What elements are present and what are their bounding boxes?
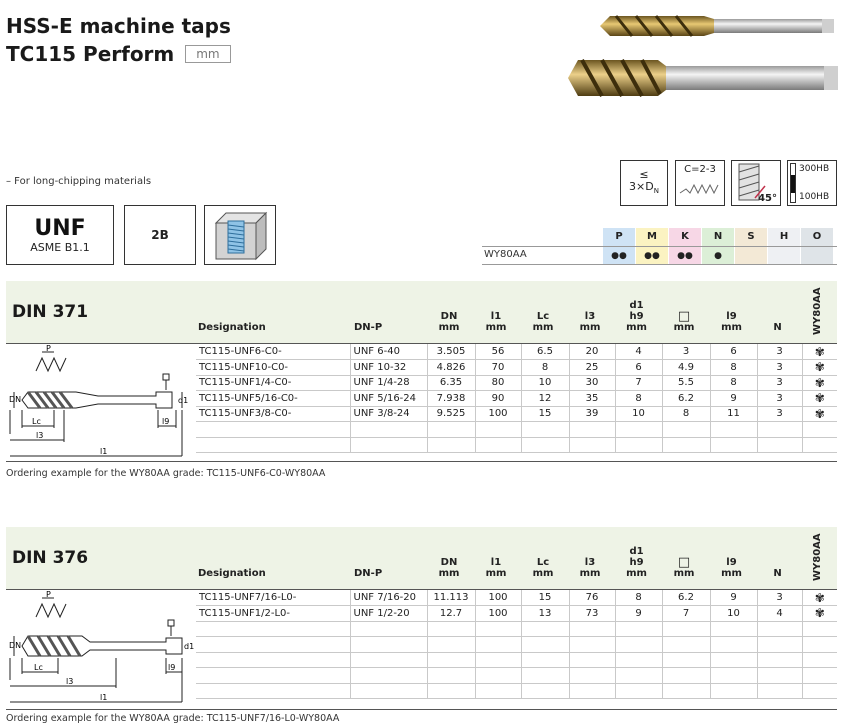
cell-dnp bbox=[350, 652, 427, 668]
cell-designation bbox=[196, 683, 350, 699]
material-suitability-p: ●● bbox=[603, 247, 635, 264]
chamfer-profile-icon bbox=[678, 175, 722, 199]
cell-l9: 8 bbox=[710, 360, 757, 376]
cell-sq: 7 bbox=[662, 606, 710, 622]
din376-drawing bbox=[6, 590, 195, 705]
material-group-o: O bbox=[801, 228, 833, 246]
cell-dnp: UNF 1/4-28 bbox=[350, 375, 427, 391]
cell-l3: 76 bbox=[569, 590, 615, 606]
label-dn: DN bbox=[9, 641, 22, 650]
col-square-header: □ mm bbox=[673, 309, 695, 333]
din376-title: DIN 376 bbox=[12, 548, 89, 568]
cell-designation: TC115-UNF6-C0- bbox=[196, 344, 350, 360]
product-name: TC115 Perform bbox=[6, 42, 175, 66]
material-group-k: K bbox=[669, 228, 701, 246]
cell-n bbox=[757, 621, 802, 637]
cell-d1: 8 bbox=[615, 391, 662, 407]
cell-l1: 90 bbox=[475, 391, 521, 407]
spiral-angle: 45° bbox=[758, 193, 777, 204]
label-lc: Lc bbox=[34, 663, 43, 672]
din371-table-bottom-rule bbox=[6, 461, 837, 462]
cell-l9: 9 bbox=[710, 391, 757, 407]
cell-l9 bbox=[710, 637, 757, 653]
cell-lc bbox=[521, 422, 569, 438]
cell-n: 3 bbox=[757, 344, 802, 360]
chamfer-icon bbox=[675, 160, 725, 206]
cell-sq bbox=[662, 422, 710, 438]
label-p: P bbox=[46, 344, 51, 353]
stock-availability-icon: ✾ bbox=[802, 375, 837, 391]
cell-n: 3 bbox=[757, 360, 802, 376]
cell-sq bbox=[662, 637, 710, 653]
cell-l3: 73 bbox=[569, 606, 615, 622]
stock-availability-icon: ✾ bbox=[802, 606, 837, 622]
cell-d1: 8 bbox=[615, 590, 662, 606]
cell-dn bbox=[427, 621, 475, 637]
cell-dn bbox=[427, 437, 475, 453]
cell-dn: 12.7 bbox=[427, 606, 475, 622]
cell-n bbox=[757, 668, 802, 684]
label-l9: l9 bbox=[168, 663, 176, 672]
cell-dnp: UNF 6-40 bbox=[350, 344, 427, 360]
cell-l1: 56 bbox=[475, 344, 521, 360]
material-group-s: S bbox=[735, 228, 767, 246]
unit-badge: mm bbox=[185, 45, 230, 63]
cell-l3: 30 bbox=[569, 375, 615, 391]
material-group-h: H bbox=[768, 228, 800, 246]
cell-d1: 10 bbox=[615, 406, 662, 422]
cell-n: 3 bbox=[757, 406, 802, 422]
cell-dn: 9.525 bbox=[427, 406, 475, 422]
cell-designation bbox=[196, 437, 350, 453]
hardness-max: 300HB bbox=[799, 164, 830, 174]
cell-designation bbox=[196, 422, 350, 438]
table-row bbox=[196, 683, 837, 699]
cell-dn bbox=[427, 683, 475, 699]
cell-l9 bbox=[710, 621, 757, 637]
table-row bbox=[196, 360, 837, 376]
cell-designation: TC115-UNF10-C0- bbox=[196, 360, 350, 376]
material-suitability-h bbox=[768, 247, 800, 264]
din371-title: DIN 371 bbox=[12, 302, 89, 322]
cell-designation: TC115-UNF1/4-C0- bbox=[196, 375, 350, 391]
cell-sq bbox=[662, 668, 710, 684]
thread-name: UNF bbox=[34, 215, 86, 241]
depth-value: $3\times D_N$ bbox=[629, 179, 659, 196]
cell-dnp: UNF 10-32 bbox=[350, 360, 427, 376]
col-d1-header: d1 h9 mm bbox=[626, 546, 647, 579]
col-dn-p-header: DN-P bbox=[354, 322, 383, 333]
stock-availability-icon bbox=[802, 621, 837, 637]
col-l3-header: l3 mm bbox=[579, 311, 601, 333]
label-p: P bbox=[46, 590, 51, 599]
cell-dn bbox=[427, 637, 475, 653]
cell-l3 bbox=[569, 621, 615, 637]
depth-icon bbox=[620, 160, 668, 206]
cell-dn: 6.35 bbox=[427, 375, 475, 391]
cell-designation: TC115-UNF5/16-C0- bbox=[196, 391, 350, 407]
cell-d1 bbox=[615, 652, 662, 668]
chamfer-value: C=2-3 bbox=[684, 164, 716, 175]
stock-availability-icon bbox=[802, 668, 837, 684]
cell-n: 3 bbox=[757, 391, 802, 407]
cell-sq: 6.2 bbox=[662, 590, 710, 606]
title-line-1: HSS-E machine taps bbox=[6, 14, 231, 38]
label-l9: l9 bbox=[162, 417, 170, 426]
cell-lc bbox=[521, 637, 569, 653]
spiral-angle-icon bbox=[731, 160, 781, 206]
cell-l9: 11 bbox=[710, 406, 757, 422]
cell-n bbox=[757, 683, 802, 699]
cell-l3: 39 bbox=[569, 406, 615, 422]
cell-n bbox=[757, 637, 802, 653]
col-designation-header: Designation bbox=[198, 568, 266, 579]
tap-image-short bbox=[596, 6, 840, 46]
cell-l1 bbox=[475, 637, 521, 653]
table-row bbox=[196, 422, 837, 438]
cell-l3 bbox=[569, 668, 615, 684]
cell-lc: 10 bbox=[521, 375, 569, 391]
cell-l1 bbox=[475, 652, 521, 668]
depth-le-symbol: ≤ bbox=[639, 167, 649, 181]
col-l9-header: l9 mm bbox=[721, 557, 742, 579]
table-row bbox=[196, 344, 837, 360]
cell-l1 bbox=[475, 621, 521, 637]
tolerance-class: 2B bbox=[151, 228, 169, 242]
din376-table-bottom-rule bbox=[6, 709, 837, 710]
hardness-icon bbox=[787, 160, 837, 206]
cell-dnp bbox=[350, 621, 427, 637]
cell-sq bbox=[662, 683, 710, 699]
cell-lc: 12 bbox=[521, 391, 569, 407]
cell-designation: TC115-UNF1/2-L0- bbox=[196, 606, 350, 622]
cell-lc bbox=[521, 652, 569, 668]
cell-l9 bbox=[710, 437, 757, 453]
din376-ordering-example: Ordering example for the WY80AA grade: TC115-UNF7/16-L0-WY80AA bbox=[6, 713, 340, 724]
cell-d1 bbox=[615, 668, 662, 684]
cell-sq bbox=[662, 437, 710, 453]
label-l1: l1 bbox=[100, 447, 108, 456]
col-dn-p-header: DN-P bbox=[354, 568, 383, 579]
cell-lc bbox=[521, 668, 569, 684]
cell-n bbox=[757, 652, 802, 668]
table-row bbox=[196, 590, 837, 606]
stock-availability-icon: ✾ bbox=[802, 590, 837, 606]
cell-dnp bbox=[350, 637, 427, 653]
col-dn-header: DN mm bbox=[438, 557, 460, 579]
cell-designation bbox=[196, 668, 350, 684]
din371-drawing bbox=[6, 344, 192, 459]
cell-d1 bbox=[615, 637, 662, 653]
cell-designation bbox=[196, 637, 350, 653]
cell-d1 bbox=[615, 683, 662, 699]
cell-l9 bbox=[710, 422, 757, 438]
din371-table bbox=[196, 344, 837, 453]
cell-dnp: UNF 7/16-20 bbox=[350, 590, 427, 606]
stock-availability-icon bbox=[802, 683, 837, 699]
hardness-bar bbox=[791, 175, 795, 193]
cell-sq: 8 bbox=[662, 406, 710, 422]
cell-designation bbox=[196, 652, 350, 668]
col-square-header: □ mm bbox=[673, 555, 695, 579]
cell-l3 bbox=[569, 683, 615, 699]
thread-spec: ASME B1.1 bbox=[30, 240, 90, 254]
label-lc: Lc bbox=[32, 417, 41, 426]
cell-d1: 7 bbox=[615, 375, 662, 391]
cell-l1: 70 bbox=[475, 360, 521, 376]
col-l1-header: l1 mm bbox=[485, 311, 507, 333]
cell-dnp bbox=[350, 668, 427, 684]
blind-hole-icon bbox=[204, 205, 276, 265]
stock-availability-icon bbox=[802, 422, 837, 438]
material-suitability-s bbox=[735, 247, 767, 264]
cell-d1 bbox=[615, 422, 662, 438]
stock-availability-icon: ✾ bbox=[802, 360, 837, 376]
cell-sq: 3 bbox=[662, 344, 710, 360]
cell-l3 bbox=[569, 422, 615, 438]
cell-sq bbox=[662, 652, 710, 668]
cell-lc: 13 bbox=[521, 606, 569, 622]
cell-lc bbox=[521, 683, 569, 699]
cell-sq: 6.2 bbox=[662, 391, 710, 407]
cell-dn bbox=[427, 668, 475, 684]
cell-sq: 5.5 bbox=[662, 375, 710, 391]
cell-l1 bbox=[475, 437, 521, 453]
cell-designation: TC115-UNF7/16-L0- bbox=[196, 590, 350, 606]
cell-l3: 35 bbox=[569, 391, 615, 407]
cell-dnp bbox=[350, 683, 427, 699]
stock-availability-icon bbox=[802, 637, 837, 653]
tap-image-long bbox=[566, 54, 842, 102]
material-suitability-m: ●● bbox=[636, 247, 668, 264]
cell-l3: 25 bbox=[569, 360, 615, 376]
material-grade: WY80AA bbox=[484, 249, 527, 260]
din376-table bbox=[196, 590, 837, 699]
cell-lc bbox=[521, 437, 569, 453]
cell-dn: 3.505 bbox=[427, 344, 475, 360]
cell-d1 bbox=[615, 437, 662, 453]
label-d1: d1 bbox=[178, 396, 189, 405]
material-group-n: N bbox=[702, 228, 734, 246]
label-l3: l3 bbox=[36, 431, 44, 440]
cell-d1: 9 bbox=[615, 606, 662, 622]
application-note: – For long-chipping materials bbox=[6, 176, 152, 187]
table-row bbox=[196, 652, 837, 668]
table-row bbox=[196, 668, 837, 684]
cell-l3 bbox=[569, 437, 615, 453]
col-l1-header: l1 mm bbox=[485, 557, 507, 579]
cell-dnp: UNF 5/16-24 bbox=[350, 391, 427, 407]
stock-availability-icon bbox=[802, 652, 837, 668]
cell-lc: 6.5 bbox=[521, 344, 569, 360]
tolerance-class-box bbox=[124, 205, 196, 265]
cell-n: 3 bbox=[757, 375, 802, 391]
cell-l3 bbox=[569, 652, 615, 668]
cell-n bbox=[757, 437, 802, 453]
cell-designation: TC115-UNF3/8-C0- bbox=[196, 406, 350, 422]
table-row bbox=[196, 375, 837, 391]
stock-availability-icon: ✾ bbox=[802, 406, 837, 422]
cell-l1: 100 bbox=[475, 590, 521, 606]
cell-l9: 6 bbox=[710, 344, 757, 360]
cell-dnp bbox=[350, 422, 427, 438]
cell-l1 bbox=[475, 422, 521, 438]
cell-lc: 8 bbox=[521, 360, 569, 376]
cell-n: 4 bbox=[757, 606, 802, 622]
cell-lc: 15 bbox=[521, 406, 569, 422]
cell-l9 bbox=[710, 683, 757, 699]
cell-l9: 9 bbox=[710, 590, 757, 606]
cell-dnp: UNF 3/8-24 bbox=[350, 406, 427, 422]
label-l3: l3 bbox=[66, 677, 74, 686]
col-lc-header: Lc mm bbox=[532, 311, 554, 333]
stock-availability-icon: ✾ bbox=[802, 344, 837, 360]
cell-d1: 6 bbox=[615, 360, 662, 376]
cell-sq: 4.9 bbox=[662, 360, 710, 376]
hardness-min: 100HB bbox=[799, 192, 830, 202]
cell-d1 bbox=[615, 621, 662, 637]
table-row bbox=[196, 391, 837, 407]
table-row bbox=[196, 406, 837, 422]
table-row bbox=[196, 621, 837, 637]
col-lc-header: Lc mm bbox=[532, 557, 554, 579]
cell-l1 bbox=[475, 668, 521, 684]
cell-l9: 10 bbox=[710, 606, 757, 622]
material-suitability-k: ●● bbox=[669, 247, 701, 264]
cell-l9 bbox=[710, 668, 757, 684]
col-d1-header: d1 h9 mm bbox=[626, 300, 647, 333]
cell-l3 bbox=[569, 637, 615, 653]
cell-dn: 11.113 bbox=[427, 590, 475, 606]
stock-availability-icon bbox=[802, 437, 837, 453]
material-suitability-o bbox=[801, 247, 833, 264]
table-row bbox=[196, 606, 837, 622]
col-n-header: N bbox=[773, 322, 782, 333]
title-line-2 bbox=[6, 40, 231, 68]
page-title bbox=[6, 12, 231, 68]
label-d1: d1 bbox=[184, 642, 195, 651]
label-l1: l1 bbox=[100, 693, 108, 702]
cell-designation bbox=[196, 621, 350, 637]
cell-l1: 80 bbox=[475, 375, 521, 391]
thread-standard-box bbox=[6, 205, 114, 265]
cell-dnp bbox=[350, 437, 427, 453]
cell-sq bbox=[662, 621, 710, 637]
cell-dn: 7.938 bbox=[427, 391, 475, 407]
col-grade-header: WY80AA bbox=[812, 533, 823, 581]
table-row bbox=[196, 637, 837, 653]
stock-availability-icon: ✾ bbox=[802, 391, 837, 407]
material-suitability-n: ● bbox=[702, 247, 734, 264]
col-l3-header: l3 mm bbox=[579, 557, 601, 579]
cell-n: 3 bbox=[757, 590, 802, 606]
material-group-p: P bbox=[603, 228, 635, 246]
col-designation-header: Designation bbox=[198, 322, 266, 333]
cell-lc bbox=[521, 621, 569, 637]
cell-l1: 100 bbox=[475, 606, 521, 622]
table-row bbox=[196, 437, 837, 453]
label-dn: DN bbox=[9, 395, 22, 404]
material-divider-bottom bbox=[482, 264, 837, 265]
cell-dnp: UNF 1/2-20 bbox=[350, 606, 427, 622]
material-group-m: M bbox=[636, 228, 668, 246]
cell-lc: 15 bbox=[521, 590, 569, 606]
cell-l9 bbox=[710, 652, 757, 668]
col-grade-header: WY80AA bbox=[812, 287, 823, 335]
col-n-header: N bbox=[773, 568, 782, 579]
cell-n bbox=[757, 422, 802, 438]
cell-dn bbox=[427, 652, 475, 668]
cell-l1 bbox=[475, 683, 521, 699]
din371-ordering-example: Ordering example for the WY80AA grade: TC115-UNF6-C0-WY80AA bbox=[6, 468, 326, 479]
col-l9-header: l9 mm bbox=[721, 311, 742, 333]
cell-l3: 20 bbox=[569, 344, 615, 360]
cell-l9: 8 bbox=[710, 375, 757, 391]
cell-dn: 4.826 bbox=[427, 360, 475, 376]
thread-hole-icon bbox=[210, 209, 270, 261]
cell-dn bbox=[427, 422, 475, 438]
col-dn-header: DN mm bbox=[438, 311, 460, 333]
cell-d1: 4 bbox=[615, 344, 662, 360]
cell-l1: 100 bbox=[475, 406, 521, 422]
